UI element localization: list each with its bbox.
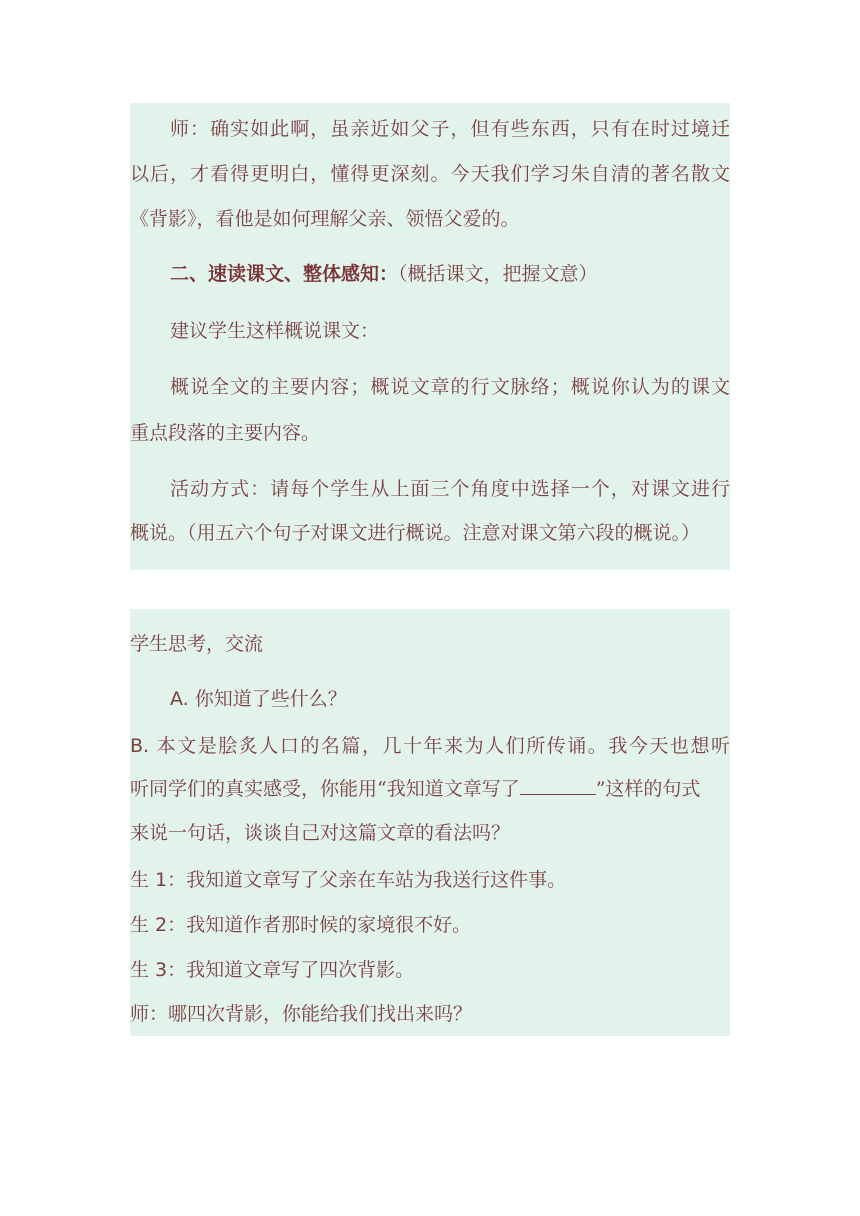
item-b-marker: B.	[130, 735, 150, 757]
student-answer-label: 生 2：	[130, 914, 187, 936]
section-two-heading-line	[170, 261, 730, 287]
student-answer-2	[130, 912, 730, 938]
item-a-marker: A.	[170, 688, 189, 710]
student-answer-label: 生 3：	[130, 959, 187, 981]
item-b-line-1-text: 本文是脍炙人口的名篇，几十年来为人们所传诵。我今天也想听	[156, 735, 730, 757]
student-answer-text: 我知道文章写了四次背影。	[186, 959, 415, 981]
item-a-text: 你知道了些什么？	[194, 688, 347, 710]
student-answer-text: 我知道文章写了父亲在车站为我送行这件事。	[186, 869, 567, 891]
section-two-note: （概括课文，把握文意）	[398, 263, 598, 285]
student-thinking-text: 学生思考，交流	[130, 633, 264, 655]
item-a	[170, 686, 730, 712]
teacher-intro-line-3: 《背影》，看他是如何理解父亲、领悟父爱的。	[130, 208, 520, 230]
item-b-line-1	[130, 733, 730, 759]
section-two-heading: 二、速读课文、整体感知：	[170, 263, 399, 285]
teacher-intro-line-1: 师：确实如此啊，虽亲近如父子，但有些东西，只有在时过境迁	[170, 118, 730, 140]
activity-line-1: 活动方式：请每个学生从上面三个角度中选择一个，对课文进行	[170, 478, 730, 500]
summary-points-line-2: 重点段落的主要内容。	[130, 422, 321, 444]
fill-in-blank	[520, 778, 596, 795]
item-b-line-2-post: ”这样的句式	[595, 778, 701, 800]
student-answer-3	[130, 957, 730, 983]
student-answer-text: 我知道作者那时候的家境很不好。	[186, 914, 472, 936]
activity-line-2: 概说。（用五六个句子对课文进行概说。注意对课文第六段的概说。）	[130, 522, 701, 544]
student-answer-label: 生 1：	[130, 869, 187, 891]
item-b-line-2	[130, 776, 730, 802]
item-b-line-2-pre: 听同学们的真实感受，你能用“我知道文章写了	[130, 778, 520, 800]
student-answer-1	[130, 867, 730, 893]
teacher-question: 师：哪四次背影，你能给我们找出来吗？	[130, 1003, 473, 1025]
item-b-line-3: 来说一句话，谈谈自己对这篇文章的看法吗？	[130, 822, 511, 844]
teacher-intro-line-2: 以后，才看得更明白，懂得更深刻。今天我们学习朱自清的著名散文	[130, 163, 730, 185]
summary-points-line-1: 概说全文的主要内容；概说文章的行文脉络；概说你认为的课文	[170, 376, 730, 398]
suggestion-text: 建议学生这样概说课文：	[170, 320, 380, 342]
